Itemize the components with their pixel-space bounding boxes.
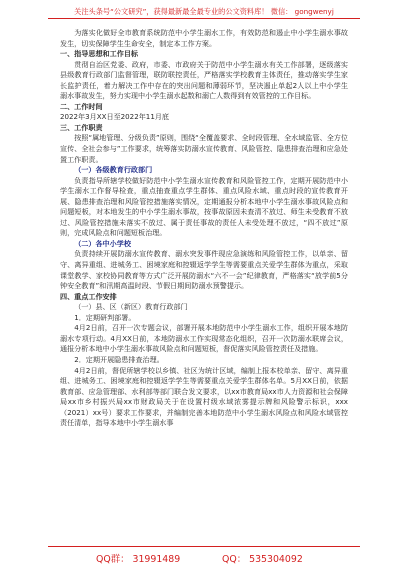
section-heading: 一、指导思想和工作目标 bbox=[60, 49, 139, 59]
header-divider bbox=[48, 18, 360, 19]
paragraph: 为落实化做好全市教育系统防范中小学生溺水工作，有效防范和遏止中小学生溺水事故发生，切实保障学生生命安全，制定本工作方案。 bbox=[60, 28, 348, 48]
footer-qq-group: QQ群： 31991489 bbox=[96, 554, 181, 565]
subsection-heading: （二）各中小学校 bbox=[74, 238, 131, 248]
paragraph: 4月2日前，召开一次专题会议，部署开展本地防范中小学生溺水工作，组织开展本地防溺水专项行动。4月XX日前，本地防溺水工作实现常态化组织，召开一次防溺水联席会议，通报分析本地中小学生溺水事故风险点和问题短板，督促落实风险管控责任及措施。 bbox=[60, 323, 348, 354]
paragraph: 4月2日前，督促所辖学校以乡镇、社区为统计区域，编制上报本校单亲、留守、离异重组、进城务工、困境家庭和控辍返学学生等需要重点关爱学生群体名单。5月XX日前，依据教育部、应急管理部、水利部等部门联合发文要求，以xx市教育局xx市人力资源和社会保障局xx市乡村振兴局xx市财政局关于在设置村级水域浓雾提示牌和风险警示标识，xxx（2021）xx号）要求工作要求，并编制完善本地防范中小学生溺水风险点和风险水域管控责任清单，指导本地中小学生溺水事 bbox=[60, 365, 348, 428]
section-heading: 四、重点工作安排 bbox=[60, 291, 117, 301]
paragraph: 负责持续开展防溺水宣传教育、溺水突发事件现应急演练和风险管控工作，以单亲、留守、离异重组、进城务工、困境家庭和控辍返学学生等需要重点关爱学生群体为重点，采取课堂教学、家校协同教育等方式广泛开展防溺水“六不一会”纪律教育，严格落实“放学前5分钟安全教育”和汛期高温时段、节假日期间防溺水预警提示。 bbox=[60, 249, 348, 291]
header-banner: 关注头条号“公文研究”，获得最新最全最专业的公文资料库！ 微信： gongwenyj bbox=[74, 7, 334, 16]
paragraph: （一）县、区（新区）教育行政部门 bbox=[74, 302, 188, 312]
paragraph: 1．定期研判部署。 bbox=[74, 312, 136, 322]
paragraph: 负责指导所辖学校做好防范中小学生溺水宣传教育和风险管控工作，定期开展防范中小学生溺水工作督导检查，重点抽查重点学生群体、重点风险水域、重点时段的宣传教育开展、隐患排查治理和风险管控措施落实情况，定期通报分析本地中小学生溺水事故风险点和问题短板，对本地发生的中小学生溺水事故，按事故原因未查清不放过、师生未受教育不放过、风险管控措施未落实不放过、属于责任事故的责任人未受处理不放过，“四不放过”原则，完成风险点和问题短板治理。 bbox=[60, 175, 348, 238]
paragraph: 2022年3月XX日至2022年11月底 bbox=[60, 112, 170, 122]
paragraph: 2．定期开展隐患排查治理。 bbox=[74, 354, 164, 364]
section-heading: 三、工作职责 bbox=[60, 122, 103, 132]
document-body bbox=[60, 28, 348, 429]
section-heading: 二、工作时间 bbox=[60, 101, 103, 111]
paragraph: 按照“属地管理、分级负责”原则，围绕“全覆盖要求、全时段管理、全水域监管、全方位宣传、全社会参与”工作要求，统筹落实防溺水宣传教育、风险管控、隐患排查治理和应急处置工作职责。 bbox=[60, 133, 348, 164]
paragraph: 贯彻自治区党委、政府，市委、市政府关于防范中小学生溺水有关工作部署，逐级落实县级教育行政部门监督管理，联防联控责任，严格落实学校教育主体责任，推动落实学生家长监护责任，着力解决工作中存在的突出问题和薄弱环节，坚决遏止单起2人以上中小学生溺水事故发生，努力实现中小学生溺水起数和溺亡人数得到有效管控的工作目标。 bbox=[60, 59, 348, 101]
footer bbox=[0, 552, 408, 568]
footer-divider bbox=[48, 546, 360, 547]
subsection-heading: （一）各级教育行政部门 bbox=[74, 165, 153, 175]
footer-qq-contact: QQ： 535304092 bbox=[222, 554, 303, 565]
